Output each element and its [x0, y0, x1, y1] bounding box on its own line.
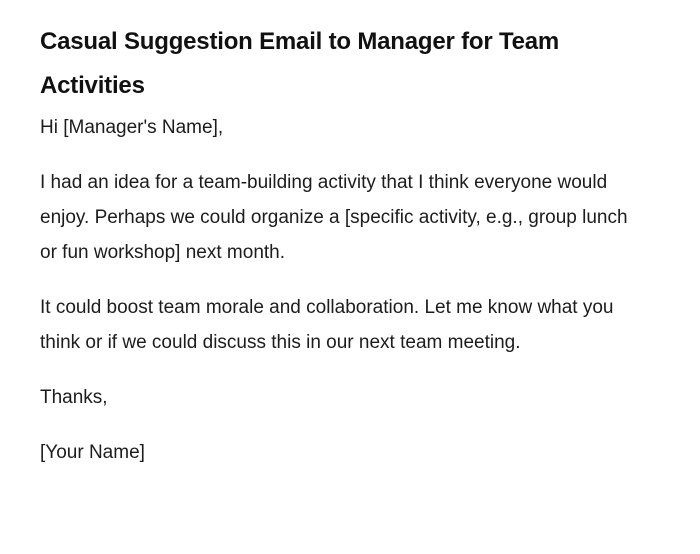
page-title: Casual Suggestion Email to Manager for Team Activities: [40, 28, 560, 99]
email-signature: [Your Name]: [40, 442, 145, 463]
email-body-paragraph-1: I had an idea for a team-building activity that I think everyone would enjoy. Perhaps we could organize a [specific activity, e.g., group lunch or fun workshop] next month.: [40, 172, 628, 263]
email-closing: Thanks,: [40, 387, 108, 408]
email-template-document: [40, 20, 640, 490]
email-greeting: Hi [Manager's Name],: [40, 117, 224, 138]
email-body-paragraph-2: It could boost team morale and collaboration. Let me know what you think or if we could discuss this in our next team meeting.: [40, 297, 614, 353]
